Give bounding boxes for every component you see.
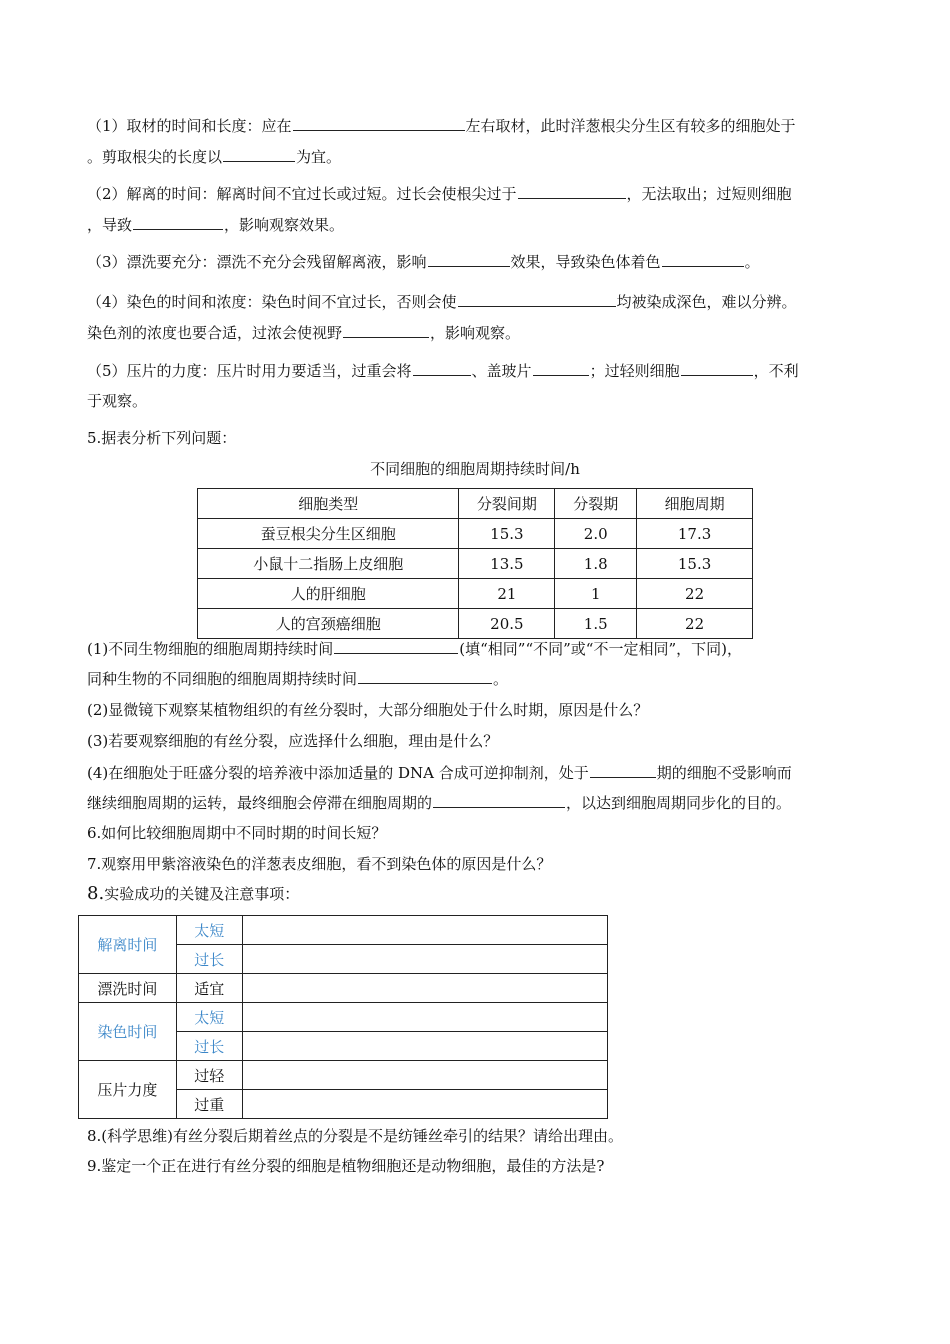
q5-s2-text: (2)显微镜下观察某植物组织的有丝分裂时，大部分细胞处于什么时期，原因是什么？ [87,701,649,719]
p3-text-a: （3）漂洗要充分：漂洗不充分会残留解离液，影响 [87,253,427,271]
p1-blank-time[interactable] [293,115,465,131]
table-cell: 21 [459,579,555,609]
p5-text-d: ，不利 [753,362,799,380]
item-cell: 过长 [176,945,242,974]
q5-s1-text-b: (填“相同”“不同”或“不一定相同”，下同)， [459,640,742,658]
p2-blank-2[interactable] [133,214,223,230]
table-cell: 人的宫颈癌细胞 [198,609,459,639]
p5-blank-3[interactable] [681,360,753,376]
q5-s1-text-c: 同种生物的不同细胞的细胞周期持续时间 [87,670,358,688]
column-header: 分裂间期 [459,489,555,519]
p4-blank-1[interactable] [458,291,616,307]
table-cell: 蚕豆根尖分生区细胞 [198,519,459,549]
key-points-table [78,915,608,1119]
p3-text-c: 。 [744,253,760,271]
p5-blank-2[interactable] [533,360,589,376]
q5-s2 [87,700,867,720]
item-cell: 过长 [176,1032,242,1061]
p1-blank-length[interactable] [223,146,295,162]
q5-s4-text-c: 继续细胞周期的运转，最终细胞会停滞在细胞周期的 [87,794,433,812]
table-row [198,579,753,609]
item-cell: 太短 [176,1003,242,1032]
p4-text-d: ，影响观察。 [430,324,521,342]
q7 [87,854,867,874]
p1-line1 [87,115,867,136]
table-row [79,1061,608,1090]
table-header-row [198,489,753,519]
p1-text-d: 为宜。 [296,148,342,166]
answer-cell[interactable] [242,1032,607,1061]
item-cell: 太短 [176,916,242,945]
table-cell: 1.5 [555,609,637,639]
q5-s3 [87,731,867,751]
table-row [198,549,753,579]
q5-s3-text: (3)若要观察细胞的有丝分裂，应选择什么细胞，理由是什么？ [87,732,499,750]
table-cell: 1.8 [555,549,637,579]
table-cell: 15.3 [637,549,753,579]
answer-cell[interactable] [242,1003,607,1032]
item-cell: 过重 [176,1090,242,1119]
table-cell: 小鼠十二指肠上皮细胞 [198,549,459,579]
table-cell: 2.0 [555,519,637,549]
q6 [87,823,867,843]
q5-s4-line2 [87,792,867,813]
q5-s4-text-b: 期的细胞不受影响而 [656,764,792,782]
p4-text-c: 染色剂的浓度也要合适，过浓会使视野 [87,324,343,342]
q5-s4-text-d: ，以达到细胞周期同步化的目的。 [566,794,792,812]
item-cell: 过轻 [176,1061,242,1090]
q5-heading-text: 5.据表分析下列问题： [87,429,237,447]
p3-blank-1[interactable] [428,251,510,267]
answer-cell[interactable] [242,1090,607,1119]
table-row [198,609,753,639]
q8b [87,1126,867,1146]
p4-line2 [87,322,867,343]
q7-text: 7.观察用甲紫溶液染色的洋葱表皮细胞，看不到染色体的原因是什么？ [87,855,552,873]
q5-s4-line1 [87,762,867,783]
p5-text-e: 于观察。 [87,392,148,410]
q8-heading [87,884,867,904]
p2-blank-1[interactable] [518,183,626,199]
table-cell: 15.3 [459,519,555,549]
q5-s1-blank-2[interactable] [358,668,492,684]
q5-s4-blank-1[interactable] [590,762,656,778]
q5-s1-text-d: 。 [493,670,509,688]
p5-line2 [87,391,867,411]
q5-s4-text-a: (4)在细胞处于旺盛分裂的培养液中添加适量的 DNA 合成可逆抑制剂，处于 [87,764,589,782]
answer-cell[interactable] [242,916,607,945]
column-header: 分裂期 [555,489,637,519]
table-cell: 20.5 [459,609,555,639]
q9-text: 9.鉴定一个正在进行有丝分裂的细胞是植物细胞还是动物细胞，最佳的方法是? [87,1157,605,1175]
p4-text-b: 均被染成深色，难以分辨。 [616,293,797,311]
p5-text-b: 、盖玻片 [471,362,532,380]
p3-line1 [87,251,867,272]
group-cell: 漂洗时间 [79,974,177,1003]
p2-text-c: ，导致 [87,216,133,234]
answer-cell[interactable] [242,974,607,1003]
p4-line1 [87,291,867,312]
answer-cell[interactable] [242,1061,607,1090]
p5-text-c: ；过轻则细胞 [589,362,680,380]
cell-cycle-table [197,488,753,639]
table-row [79,916,608,945]
table-cell: 17.3 [637,519,753,549]
item-cell: 适宜 [176,974,242,1003]
table-cell: 人的肝细胞 [198,579,459,609]
column-header: 细胞周期 [637,489,753,519]
p1-text-b: 左右取材，此时洋葱根尖分生区有较多的细胞处于 [465,117,796,135]
p2-text-b: ，无法取出；过短则细胞 [626,185,792,203]
p2-text-a: （2）解离的时间：解离时间不宜过长或过短。过长会使根尖过于 [87,185,517,203]
table-cell: 13.5 [459,549,555,579]
p5-line1 [87,360,867,381]
group-cell: 解离时间 [79,916,177,974]
p3-blank-2[interactable] [662,251,744,267]
table-row [79,974,608,1003]
q5-s4-blank-2[interactable] [433,792,565,808]
q5-heading [87,428,867,448]
q9 [87,1156,867,1176]
p1-text-a: （1）取材的时间和长度：应在 [87,117,292,135]
p4-text-a: （4）染色的时间和浓度：染色时间不宜过长，否则会使 [87,293,457,311]
p2-line1 [87,183,867,204]
q8-heading-text: 实验成功的关键及注意事项： [104,885,300,903]
p2-text-d: ，影响观察效果。 [224,216,345,234]
table-cell: 1 [555,579,637,609]
p3-text-b: 效果，导致染色体着色 [510,253,661,271]
q8b-text: 8.(科学思维)有丝分裂后期着丝点的分裂是不是纺锤丝牵引的结果？请给出理由。 [87,1127,624,1145]
group-cell: 染色时间 [79,1003,177,1061]
table-row [79,1003,608,1032]
table-cell: 22 [637,579,753,609]
p4-blank-2[interactable] [343,322,429,338]
p1-line2 [87,146,867,167]
cycle-table-title: 不同细胞的细胞周期持续时间/h [370,460,580,478]
table-cell: 22 [637,609,753,639]
q5-s1-line1 [87,638,867,659]
q5-s1-line2 [87,668,867,689]
p2-line2 [87,214,867,235]
table-row [198,519,753,549]
q5-s1-blank-1[interactable] [334,638,458,654]
q8-number: 8. [87,883,105,904]
p1-text-c: 。剪取根尖的长度以 [87,148,223,166]
answer-cell[interactable] [242,945,607,974]
p5-blank-1[interactable] [413,360,471,376]
q5-s1-text-a: (1)不同生物细胞的细胞周期持续时间 [87,640,334,658]
q6-text: 6.如何比较细胞周期中不同时期的时间长短？ [87,824,387,842]
p5-text-a: （5）压片的力度：压片时用力要适当，过重会将 [87,362,412,380]
group-cell: 压片力度 [79,1061,177,1119]
column-header: 细胞类型 [198,489,459,519]
